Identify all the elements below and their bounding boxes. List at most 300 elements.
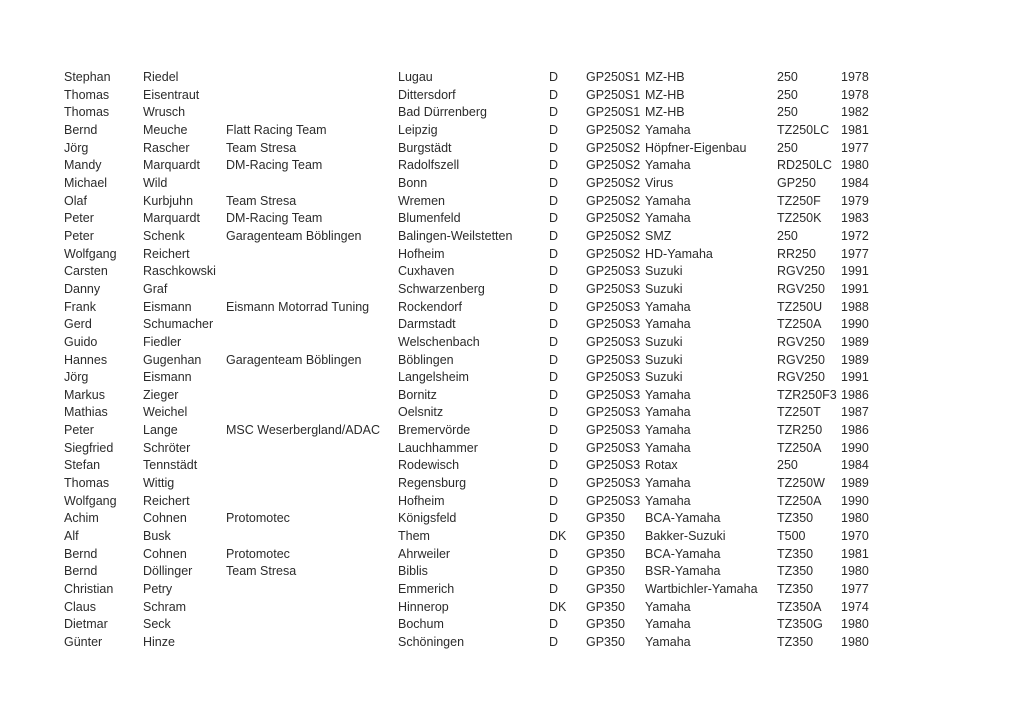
last-name-cell: Lange bbox=[143, 423, 178, 438]
year-cell: 1984 bbox=[841, 458, 869, 473]
team-cell bbox=[226, 369, 398, 387]
entry-list-table bbox=[64, 69, 891, 652]
make-cell: MZ-HB bbox=[645, 105, 685, 120]
city-cell: Rockendorf bbox=[398, 299, 462, 314]
year-cell: 1970 bbox=[841, 529, 869, 544]
model-cell: 250 bbox=[777, 105, 798, 120]
city-cell: Wremen bbox=[398, 193, 446, 208]
nation-cell: D bbox=[549, 264, 559, 279]
year-cell: 1977 bbox=[841, 140, 869, 155]
nation-cell: D bbox=[549, 211, 559, 226]
class-cell: GP250S2 bbox=[586, 175, 641, 190]
model-cell: RGV250 bbox=[777, 264, 825, 279]
make-cell: Bakker-Suzuki bbox=[645, 529, 726, 544]
first-name-cell: Claus bbox=[64, 599, 96, 614]
model-cell: TZ250A bbox=[777, 440, 822, 455]
last-name-cell: Wrusch bbox=[143, 105, 186, 120]
city-cell: Bornitz bbox=[398, 387, 437, 402]
team-cell bbox=[226, 493, 398, 511]
team-cell bbox=[226, 599, 398, 617]
first-name-cell: Bernd bbox=[64, 546, 98, 561]
table-row bbox=[64, 581, 891, 599]
make-cell: Yamaha bbox=[645, 423, 691, 438]
nation-cell: D bbox=[549, 87, 559, 102]
nation-cell: D bbox=[549, 193, 559, 208]
make-cell: BCA-Yamaha bbox=[645, 546, 721, 561]
team-cell: Eismann Motorrad Tuning bbox=[226, 299, 370, 314]
team-cell bbox=[226, 263, 398, 281]
year-cell: 1991 bbox=[841, 281, 869, 296]
table-row bbox=[64, 528, 891, 546]
team-cell bbox=[226, 175, 398, 193]
nation-cell: D bbox=[549, 334, 559, 349]
table-row bbox=[64, 369, 891, 387]
nation-cell: D bbox=[549, 352, 559, 367]
model-cell: 250 bbox=[777, 458, 798, 473]
team-cell: Team Stresa bbox=[226, 193, 297, 208]
first-name-cell: Achim bbox=[64, 511, 99, 526]
model-cell: TZ250F bbox=[777, 193, 821, 208]
year-cell: 1986 bbox=[841, 423, 869, 438]
model-cell: RGV250 bbox=[777, 352, 825, 367]
nation-cell: D bbox=[549, 281, 559, 296]
last-name-cell: Gugenhan bbox=[143, 352, 202, 367]
table-row bbox=[64, 228, 891, 246]
model-cell: TZ350 bbox=[777, 635, 814, 649]
model-cell: TZ350 bbox=[777, 511, 814, 526]
make-cell: Yamaha bbox=[645, 317, 691, 332]
model-cell: TZ250A bbox=[777, 493, 822, 508]
model-cell: TZ350 bbox=[777, 546, 814, 561]
first-name-cell: Thomas bbox=[64, 105, 110, 120]
city-cell: Them bbox=[398, 529, 430, 544]
last-name-cell: Cohnen bbox=[143, 511, 187, 526]
make-cell: Suzuki bbox=[645, 264, 683, 279]
class-cell: GP250S3 bbox=[586, 405, 641, 420]
last-name-cell: Schröter bbox=[143, 440, 191, 455]
class-cell: GP250S2 bbox=[586, 211, 641, 226]
make-cell: Yamaha bbox=[645, 158, 691, 173]
class-cell: GP250S3 bbox=[586, 370, 641, 385]
table-row bbox=[64, 422, 891, 440]
year-cell: 1978 bbox=[841, 87, 869, 102]
model-cell: TZ350A bbox=[777, 599, 822, 614]
first-name-cell: Stephan bbox=[64, 70, 111, 84]
class-cell: GP250S3 bbox=[586, 387, 641, 402]
model-cell: 250 bbox=[777, 87, 798, 102]
make-cell: Höpfner-Eigenbau bbox=[645, 140, 747, 155]
model-cell: TZ250W bbox=[777, 476, 825, 491]
class-cell: GP250S2 bbox=[586, 158, 641, 173]
last-name-cell: Graf bbox=[143, 281, 168, 296]
table-row bbox=[64, 140, 891, 158]
last-name-cell: Riedel bbox=[143, 70, 179, 84]
year-cell: 1987 bbox=[841, 405, 869, 420]
class-cell: GP350 bbox=[586, 546, 625, 561]
last-name-cell: Petry bbox=[143, 582, 173, 597]
table-row bbox=[64, 316, 891, 334]
table-row bbox=[64, 334, 891, 352]
model-cell: RR250 bbox=[777, 246, 816, 261]
nation-cell: D bbox=[549, 423, 559, 438]
table-row bbox=[64, 475, 891, 493]
last-name-cell: Weichel bbox=[143, 405, 188, 420]
last-name-cell: Hinze bbox=[143, 635, 175, 649]
year-cell: 1980 bbox=[841, 564, 869, 579]
last-name-cell: Wild bbox=[143, 175, 168, 190]
first-name-cell: Markus bbox=[64, 387, 105, 402]
make-cell: HD-Yamaha bbox=[645, 246, 713, 261]
team-cell: DM-Racing Team bbox=[226, 158, 323, 173]
first-name-cell: Wolfgang bbox=[64, 246, 117, 261]
class-cell: GP250S3 bbox=[586, 476, 641, 491]
team-cell: Protomotec bbox=[226, 511, 290, 526]
class-cell: GP250S3 bbox=[586, 281, 641, 296]
city-cell: Schwarzenberg bbox=[398, 281, 485, 296]
last-name-cell: Eismann bbox=[143, 370, 192, 385]
first-name-cell: Christian bbox=[64, 582, 114, 597]
first-name-cell: Michael bbox=[64, 175, 108, 190]
year-cell: 1988 bbox=[841, 299, 869, 314]
model-cell: TZ350 bbox=[777, 564, 814, 579]
class-cell: GP350 bbox=[586, 564, 625, 579]
city-cell: Ahrweiler bbox=[398, 546, 451, 561]
table-row bbox=[64, 634, 891, 652]
class-cell: GP250S3 bbox=[586, 458, 641, 473]
model-cell: 250 bbox=[777, 140, 798, 155]
team-cell bbox=[226, 634, 398, 652]
nation-cell: D bbox=[549, 370, 559, 385]
table-row bbox=[64, 457, 891, 475]
class-cell: GP350 bbox=[586, 617, 625, 632]
first-name-cell: Siegfried bbox=[64, 440, 114, 455]
make-cell: MZ-HB bbox=[645, 87, 685, 102]
first-name-cell: Mandy bbox=[64, 158, 102, 173]
last-name-cell: Kurbjuhn bbox=[143, 193, 194, 208]
make-cell: Yamaha bbox=[645, 405, 691, 420]
year-cell: 1979 bbox=[841, 193, 869, 208]
first-name-cell: Wolfgang bbox=[64, 493, 117, 508]
year-cell: 1981 bbox=[841, 122, 869, 137]
class-cell: GP250S1 bbox=[586, 87, 641, 102]
team-cell bbox=[226, 87, 398, 105]
year-cell: 1991 bbox=[841, 264, 869, 279]
last-name-cell: Fiedler bbox=[143, 334, 182, 349]
city-cell: Hofheim bbox=[398, 493, 445, 508]
make-cell: Suzuki bbox=[645, 370, 683, 385]
year-cell: 1980 bbox=[841, 511, 869, 526]
first-name-cell: Bernd bbox=[64, 564, 98, 579]
make-cell: Yamaha bbox=[645, 387, 691, 402]
table-row bbox=[64, 175, 891, 193]
team-cell: Protomotec bbox=[226, 546, 290, 561]
nation-cell: D bbox=[549, 122, 559, 137]
year-cell: 1974 bbox=[841, 599, 869, 614]
city-cell: Bad Dürrenberg bbox=[398, 105, 487, 120]
last-name-cell: Reichert bbox=[143, 246, 190, 261]
first-name-cell: Günter bbox=[64, 635, 103, 649]
make-cell: Rotax bbox=[645, 458, 678, 473]
year-cell: 1989 bbox=[841, 476, 869, 491]
model-cell: TZR250 bbox=[777, 423, 823, 438]
city-cell: Darmstadt bbox=[398, 317, 456, 332]
city-cell: Emmerich bbox=[398, 582, 455, 597]
nation-cell: D bbox=[549, 158, 559, 173]
make-cell: BCA-Yamaha bbox=[645, 511, 721, 526]
year-cell: 1980 bbox=[841, 617, 869, 632]
team-cell bbox=[226, 457, 398, 475]
year-cell: 1980 bbox=[841, 635, 869, 649]
year-cell: 1986 bbox=[841, 387, 869, 402]
nation-cell: DK bbox=[549, 599, 567, 614]
table-row bbox=[64, 281, 891, 299]
nation-cell: D bbox=[549, 228, 559, 243]
year-cell: 1989 bbox=[841, 334, 869, 349]
last-name-cell: Schumacher bbox=[143, 317, 214, 332]
class-cell: GP250S3 bbox=[586, 423, 641, 438]
make-cell: Yamaha bbox=[645, 211, 691, 226]
last-name-cell: Döllinger bbox=[143, 564, 193, 579]
team-cell bbox=[226, 246, 398, 264]
last-name-cell: Schram bbox=[143, 599, 187, 614]
make-cell: SMZ bbox=[645, 228, 672, 243]
city-cell: Lauchhammer bbox=[398, 440, 478, 455]
year-cell: 1972 bbox=[841, 228, 869, 243]
year-cell: 1981 bbox=[841, 546, 869, 561]
first-name-cell: Mathias bbox=[64, 405, 108, 420]
table-row bbox=[64, 404, 891, 422]
nation-cell: D bbox=[549, 70, 559, 84]
table-row bbox=[64, 616, 891, 634]
first-name-cell: Jörg bbox=[64, 140, 89, 155]
last-name-cell: Wittig bbox=[143, 476, 175, 491]
table-row bbox=[64, 246, 891, 264]
city-cell: Dittersdorf bbox=[398, 87, 456, 102]
team-cell bbox=[226, 316, 398, 334]
first-name-cell: Hannes bbox=[64, 352, 108, 367]
year-cell: 1977 bbox=[841, 246, 869, 261]
nation-cell: D bbox=[549, 140, 559, 155]
class-cell: GP350 bbox=[586, 635, 625, 649]
nation-cell: D bbox=[549, 546, 559, 561]
class-cell: GP350 bbox=[586, 529, 625, 544]
table-row bbox=[64, 599, 891, 617]
year-cell: 1983 bbox=[841, 211, 869, 226]
entry-list-body bbox=[64, 69, 891, 652]
team-cell: MSC Weserbergland/ADAC bbox=[226, 423, 380, 438]
last-name-cell: Eismann bbox=[143, 299, 192, 314]
city-cell: Regensburg bbox=[398, 476, 467, 491]
first-name-cell: Gerd bbox=[64, 317, 92, 332]
city-cell: Hinnerop bbox=[398, 599, 449, 614]
team-cell bbox=[226, 440, 398, 458]
city-cell: Biblis bbox=[398, 564, 428, 579]
team-cell: Flatt Racing Team bbox=[226, 122, 327, 137]
class-cell: GP250S3 bbox=[586, 264, 641, 279]
table-row bbox=[64, 493, 891, 511]
year-cell: 1990 bbox=[841, 317, 869, 332]
first-name-cell: Danny bbox=[64, 281, 101, 296]
model-cell: RGV250 bbox=[777, 370, 825, 385]
make-cell: Yamaha bbox=[645, 440, 691, 455]
city-cell: Leipzig bbox=[398, 122, 438, 137]
team-cell: Team Stresa bbox=[226, 140, 297, 155]
nation-cell: D bbox=[549, 582, 559, 597]
year-cell: 1978 bbox=[841, 70, 869, 84]
make-cell: Yamaha bbox=[645, 635, 691, 649]
nation-cell: D bbox=[549, 105, 559, 120]
make-cell: Suzuki bbox=[645, 281, 683, 296]
table-row bbox=[64, 387, 891, 405]
model-cell: TZ250LC bbox=[777, 122, 830, 137]
team-cell bbox=[226, 69, 398, 87]
nation-cell: D bbox=[549, 299, 559, 314]
class-cell: GP250S2 bbox=[586, 246, 641, 261]
team-cell: Team Stresa bbox=[226, 564, 297, 579]
nation-cell: D bbox=[549, 387, 559, 402]
table-row bbox=[64, 563, 891, 581]
make-cell: Wartbichler-Yamaha bbox=[645, 582, 758, 597]
last-name-cell: Cohnen bbox=[143, 546, 187, 561]
first-name-cell: Thomas bbox=[64, 476, 110, 491]
nation-cell: D bbox=[549, 493, 559, 508]
first-name-cell: Carsten bbox=[64, 264, 108, 279]
make-cell: Yamaha bbox=[645, 122, 691, 137]
model-cell: TZ250T bbox=[777, 405, 821, 420]
make-cell: Yamaha bbox=[645, 299, 691, 314]
model-cell: TZ250U bbox=[777, 299, 823, 314]
class-cell: GP350 bbox=[586, 511, 625, 526]
last-name-cell: Meuche bbox=[143, 122, 188, 137]
last-name-cell: Marquardt bbox=[143, 211, 200, 226]
city-cell: Lugau bbox=[398, 70, 433, 84]
table-row bbox=[64, 510, 891, 528]
last-name-cell: Schenk bbox=[143, 228, 185, 243]
last-name-cell: Tennstädt bbox=[143, 458, 198, 473]
city-cell: Balingen-Weilstetten bbox=[398, 228, 513, 243]
table-row bbox=[64, 122, 891, 140]
team-cell bbox=[226, 404, 398, 422]
team-cell bbox=[226, 581, 398, 599]
city-cell: Radolfszell bbox=[398, 158, 460, 173]
make-cell: Suzuki bbox=[645, 352, 683, 367]
make-cell: MZ-HB bbox=[645, 70, 685, 84]
nation-cell: D bbox=[549, 511, 559, 526]
team-cell bbox=[226, 334, 398, 352]
make-cell: Virus bbox=[645, 175, 674, 190]
city-cell: Cuxhaven bbox=[398, 264, 455, 279]
class-cell: GP250S2 bbox=[586, 122, 641, 137]
city-cell: Rodewisch bbox=[398, 458, 460, 473]
table-row bbox=[64, 299, 891, 317]
nation-cell: D bbox=[549, 476, 559, 491]
team-cell: Garagenteam Böblingen bbox=[226, 352, 362, 367]
make-cell: Yamaha bbox=[645, 493, 691, 508]
model-cell: TZ350 bbox=[777, 582, 814, 597]
city-cell: Blumenfeld bbox=[398, 211, 461, 226]
first-name-cell: Peter bbox=[64, 423, 94, 438]
last-name-cell: Marquardt bbox=[143, 158, 200, 173]
last-name-cell: Seck bbox=[143, 617, 171, 632]
year-cell: 1990 bbox=[841, 440, 869, 455]
make-cell: Yamaha bbox=[645, 599, 691, 614]
first-name-cell: Bernd bbox=[64, 122, 98, 137]
table-row bbox=[64, 193, 891, 211]
city-cell: Oelsnitz bbox=[398, 405, 444, 420]
team-cell bbox=[226, 475, 398, 493]
make-cell: Yamaha bbox=[645, 617, 691, 632]
year-cell: 1990 bbox=[841, 493, 869, 508]
year-cell: 1982 bbox=[841, 105, 869, 120]
class-cell: GP250S1 bbox=[586, 70, 641, 84]
table-row bbox=[64, 352, 891, 370]
first-name-cell: Dietmar bbox=[64, 617, 108, 632]
table-row bbox=[64, 546, 891, 564]
first-name-cell: Alf bbox=[64, 529, 79, 544]
model-cell: 250 bbox=[777, 70, 798, 84]
year-cell: 1991 bbox=[841, 370, 869, 385]
team-cell bbox=[226, 104, 398, 122]
make-cell: Yamaha bbox=[645, 193, 691, 208]
class-cell: GP250S3 bbox=[586, 299, 641, 314]
last-name-cell: Busk bbox=[143, 529, 171, 544]
make-cell: Yamaha bbox=[645, 476, 691, 491]
class-cell: GP250S2 bbox=[586, 193, 641, 208]
city-cell: Bremervörde bbox=[398, 423, 471, 438]
first-name-cell: Peter bbox=[64, 211, 94, 226]
last-name-cell: Eisentraut bbox=[143, 87, 200, 102]
make-cell: Suzuki bbox=[645, 334, 683, 349]
model-cell: RGV250 bbox=[777, 281, 825, 296]
model-cell: TZR250F3 bbox=[777, 387, 837, 402]
table-row bbox=[64, 263, 891, 281]
city-cell: Königsfeld bbox=[398, 511, 457, 526]
class-cell: GP350 bbox=[586, 582, 625, 597]
table-row bbox=[64, 104, 891, 122]
first-name-cell: Peter bbox=[64, 228, 94, 243]
year-cell: 1977 bbox=[841, 582, 869, 597]
table-row bbox=[64, 157, 891, 175]
nation-cell: D bbox=[549, 635, 559, 649]
year-cell: 1980 bbox=[841, 158, 869, 173]
team-cell: Garagenteam Böblingen bbox=[226, 228, 362, 243]
model-cell: GP250 bbox=[777, 175, 816, 190]
class-cell: GP250S3 bbox=[586, 352, 641, 367]
nation-cell: D bbox=[549, 317, 559, 332]
model-cell: TZ250K bbox=[777, 211, 822, 226]
team-cell: DM-Racing Team bbox=[226, 211, 323, 226]
nation-cell: D bbox=[549, 246, 559, 261]
nation-cell: D bbox=[549, 617, 559, 632]
year-cell: 1989 bbox=[841, 352, 869, 367]
city-cell: Welschenbach bbox=[398, 334, 480, 349]
city-cell: Hofheim bbox=[398, 246, 445, 261]
nation-cell: D bbox=[549, 564, 559, 579]
last-name-cell: Rascher bbox=[143, 140, 190, 155]
model-cell: RGV250 bbox=[777, 334, 825, 349]
team-cell bbox=[226, 387, 398, 405]
nation-cell: D bbox=[549, 458, 559, 473]
team-cell bbox=[226, 616, 398, 634]
class-cell: GP250S3 bbox=[586, 334, 641, 349]
last-name-cell: Reichert bbox=[143, 493, 190, 508]
city-cell: Bochum bbox=[398, 617, 444, 632]
city-cell: Böblingen bbox=[398, 352, 454, 367]
first-name-cell: Guido bbox=[64, 334, 98, 349]
class-cell: GP250S3 bbox=[586, 317, 641, 332]
nation-cell: D bbox=[549, 175, 559, 190]
team-cell bbox=[226, 281, 398, 299]
